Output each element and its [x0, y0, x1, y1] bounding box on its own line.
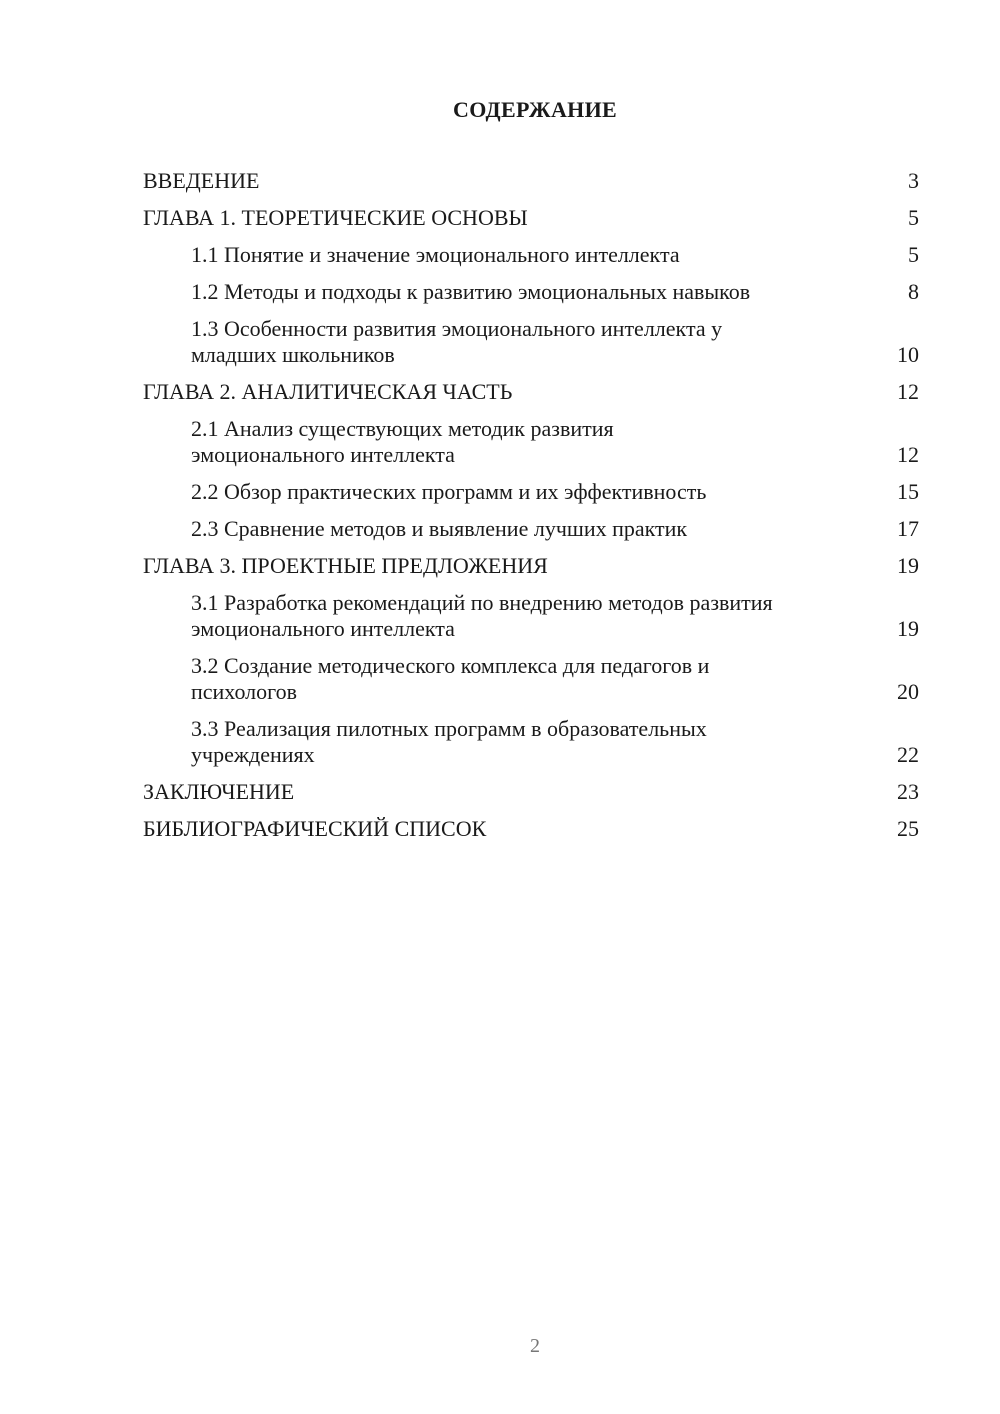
toc-entry-title: 3.3 Реализация пилотных программ в образовательных учреждениях	[191, 716, 707, 767]
toc-entry[interactable]	[143, 816, 919, 842]
toc-entry-page: 25	[897, 816, 919, 841]
toc-entry-title: 2.3 Сравнение методов и выявление лучших практик	[191, 516, 688, 541]
toc-entry-title: ГЛАВА 2. АНАЛИТИЧЕСКАЯ ЧАСТЬ	[143, 379, 513, 404]
toc-entry[interactable]	[143, 279, 919, 305]
toc-entry[interactable]	[143, 168, 919, 194]
toc-entry[interactable]	[143, 479, 919, 505]
toc-entry[interactable]	[143, 653, 919, 705]
toc-entry[interactable]	[143, 716, 919, 768]
toc-entry[interactable]	[143, 242, 919, 268]
toc-entry-page: 12	[897, 442, 919, 467]
toc-entry[interactable]	[143, 205, 919, 231]
toc-entry-title: 3.1 Разработка рекомендаций по внедрению методов развития эмоционального интеллекта	[191, 590, 773, 641]
toc-entry-title: 1.3 Особенности развития эмоционального интеллекта у младших школьников	[191, 316, 723, 367]
toc-entry-title: 3.2 Создание методического комплекса для педагогов и психологов	[191, 653, 710, 704]
toc-entry-page: 19	[897, 553, 919, 578]
toc-entry[interactable]	[143, 416, 919, 468]
toc-entry-page: 5	[908, 205, 919, 230]
toc-entry-title: 2.2 Обзор практических программ и их эффективность	[191, 479, 707, 504]
toc-entry[interactable]	[143, 553, 919, 579]
toc-entry-title: ГЛАВА 1. ТЕОРЕТИЧЕСКИЕ ОСНОВЫ	[143, 205, 528, 230]
toc-entry-page: 22	[897, 742, 919, 767]
toc-entry-title: 2.1 Анализ существующих методик развития эмоционального интеллекта	[191, 416, 614, 467]
toc-entry-title: ВВЕДЕНИЕ	[143, 168, 260, 193]
toc-entry-title: 1.2 Методы и подходы к развитию эмоциональных навыков	[191, 279, 751, 304]
toc-heading: СОДЕРЖАНИЕ	[453, 97, 617, 122]
toc-entry[interactable]	[143, 379, 919, 405]
toc-entry-title: ЗАКЛЮЧЕНИЕ	[143, 779, 295, 804]
toc-entry-page: 19	[897, 616, 919, 641]
toc-entry-page: 10	[897, 342, 919, 367]
toc-entry-page: 20	[897, 679, 919, 704]
toc-entry-title: 1.1 Понятие и значение эмоционального интеллекта	[191, 242, 680, 267]
toc-entry[interactable]	[143, 779, 919, 805]
toc-entry-page: 17	[897, 516, 919, 541]
toc-entry-page: 23	[897, 779, 919, 804]
toc-entry[interactable]	[143, 590, 919, 642]
toc-entry-page: 15	[897, 479, 919, 504]
table-of-contents	[143, 168, 919, 853]
toc-entry-page: 3	[908, 168, 919, 193]
toc-entry-title: БИБЛИОГРАФИЧЕСКИЙ СПИСОК	[143, 816, 487, 841]
page-number: 2	[530, 1335, 540, 1357]
toc-entry-page: 5	[908, 242, 919, 267]
toc-entry[interactable]	[143, 516, 919, 542]
toc-entry-title: ГЛАВА 3. ПРОЕКТНЫЕ ПРЕДЛОЖЕНИЯ	[143, 553, 548, 578]
toc-entry[interactable]	[143, 316, 919, 368]
toc-entry-page: 12	[897, 379, 919, 404]
toc-entry-page: 8	[908, 279, 919, 304]
